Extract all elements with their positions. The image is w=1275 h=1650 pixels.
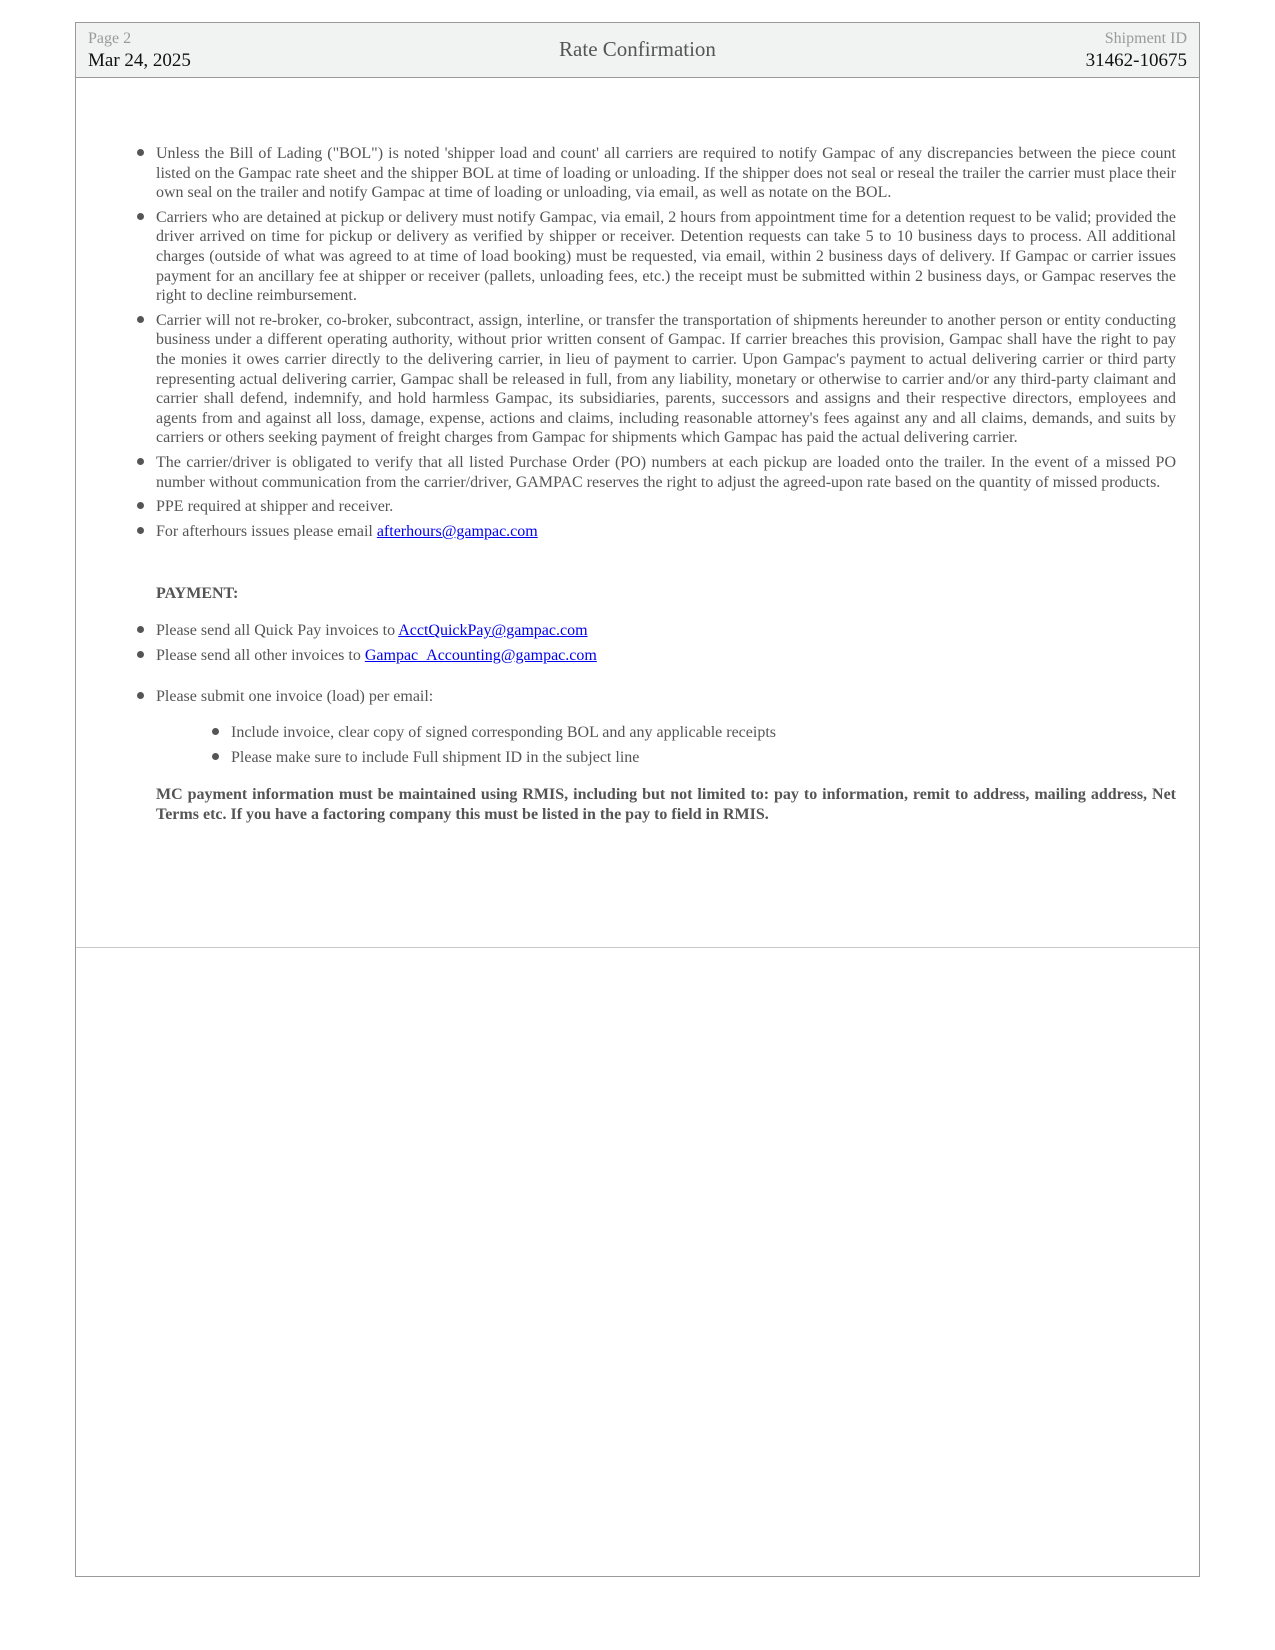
submit-invoice-item: Please submit one invoice (load) per email: bbox=[156, 687, 1176, 707]
quickpay-email-link[interactable]: AcctQuickPay@gampac.com bbox=[398, 622, 588, 640]
page-header bbox=[76, 23, 1199, 78]
invoice-requirements-list bbox=[231, 723, 1176, 767]
shipment-id-label: Shipment ID bbox=[1104, 30, 1187, 47]
term-afterhours bbox=[156, 522, 1176, 542]
afterhours-email-link[interactable]: afterhours@gampac.com bbox=[376, 522, 538, 540]
page-number: Page 2 bbox=[88, 30, 132, 47]
term-ppe: PPE required at shipper and receiver. bbox=[156, 497, 1176, 517]
terms-section bbox=[76, 78, 1199, 948]
mc-payment-note: MC payment information must be maintained using RMIS, including but not limited to: pay to information, remit to address, mailing address, Net Terms etc. If you have a factoring company this must be listed in the pay to field in RMIS. bbox=[156, 786, 1176, 823]
payment-list bbox=[156, 621, 1176, 665]
document-title: Rate Confirmation bbox=[559, 37, 716, 61]
submit-list bbox=[156, 687, 1176, 707]
payment-heading: PAYMENT: bbox=[156, 585, 239, 603]
afterhours-text: For afterhours issues please email bbox=[156, 522, 377, 540]
document-page bbox=[75, 22, 1200, 1577]
term-detention: Carriers who are detained at pickup or delivery must notify Gampac, via email, 2 hours from appointment time for a detention request to be valid; provided the driver arrived on time for pickup or delivery as verified by shipper or receiver. Detention requests can take 5 to 10 business days to process. All additional charges (outside of what was agreed to at time of load booking) must be requested, via email, within 2 business days of delivery. If Gampac or carrier issues payment for an ancillary fee at shipper or receiver (pallets, unloading fees, etc.) the receipt must be submitted within 2 business days, or Gampac reserves the right to decline reimbursement. bbox=[156, 208, 1176, 305]
document-date: Mar 24, 2025 bbox=[88, 50, 191, 71]
quickpay-text: Please send all Quick Pay invoices to bbox=[156, 622, 399, 640]
invoice-requirement-item: Include invoice, clear copy of signed corresponding BOL and any applicable receipts bbox=[231, 723, 1176, 743]
other-invoices-item bbox=[156, 646, 1176, 666]
terms-body bbox=[156, 144, 1176, 824]
invoice-requirement-item: Please make sure to include Full shipment ID in the subject line bbox=[231, 748, 1176, 768]
shipment-id-value: 31462-10675 bbox=[1085, 50, 1187, 71]
term-no-rebroker: Carrier will not re-broker, co-broker, subcontract, assign, interline, or transfer the transportation of shipments hereunder to another person or entity conducting business under a different operating authority, without prior written consent of Gampac. If carrier breaches this provision, Gampac shall have the right to pay the monies it owes carrier directly to the delivering carrier, in lieu of payment to carrier. Upon Gampac's payment to actual delivering carrier or third party representing actual delivering carrier, Gampac shall be released in full, from any liability, monetary or otherwise to carrier and/or any third-party claimant and carrier shall defend, indemnify, and hold harmless Gampac, its subsidiaries, parents, successors and assigns and their respective directors, employees and agents from and against all loss, damage, expense, actions and claims, including reasonable attorney's fees against any and all claims, demands, and suits by carriers or others seeking payment of freight charges from Gampac for shipments which Gampac has paid the actual delivering carrier. bbox=[156, 311, 1176, 447]
accounting-email-link[interactable]: Gampac_Accounting@gampac.com bbox=[364, 646, 597, 664]
term-bol-discrepancies: Unless the Bill of Lading ("BOL") is noted 'shipper load and count' all carriers are required to notify Gampac of any discrepancies between the piece count listed on the Gampac rate sheet and the shipper BOL at time of loading or unloading. If the shipper does not seal or reseal the trailer the carrier must place their own seal on the trailer and notify Gampac at time of loading or unloading, via email, as well as notate on the BOL. bbox=[156, 145, 1176, 202]
terms-list bbox=[156, 144, 1176, 541]
quickpay-item bbox=[156, 621, 1176, 641]
other-invoices-text: Please send all other invoices to bbox=[156, 646, 365, 664]
term-po-verification: The carrier/driver is obligated to verify that all listed Purchase Order (PO) numbers at each pickup are loaded onto the trailer. In the event of a missed PO number without communication from the carrier/driver, GAMPAC reserves the right to adjust the agreed-upon rate based on the quantity of missed products. bbox=[156, 453, 1176, 491]
